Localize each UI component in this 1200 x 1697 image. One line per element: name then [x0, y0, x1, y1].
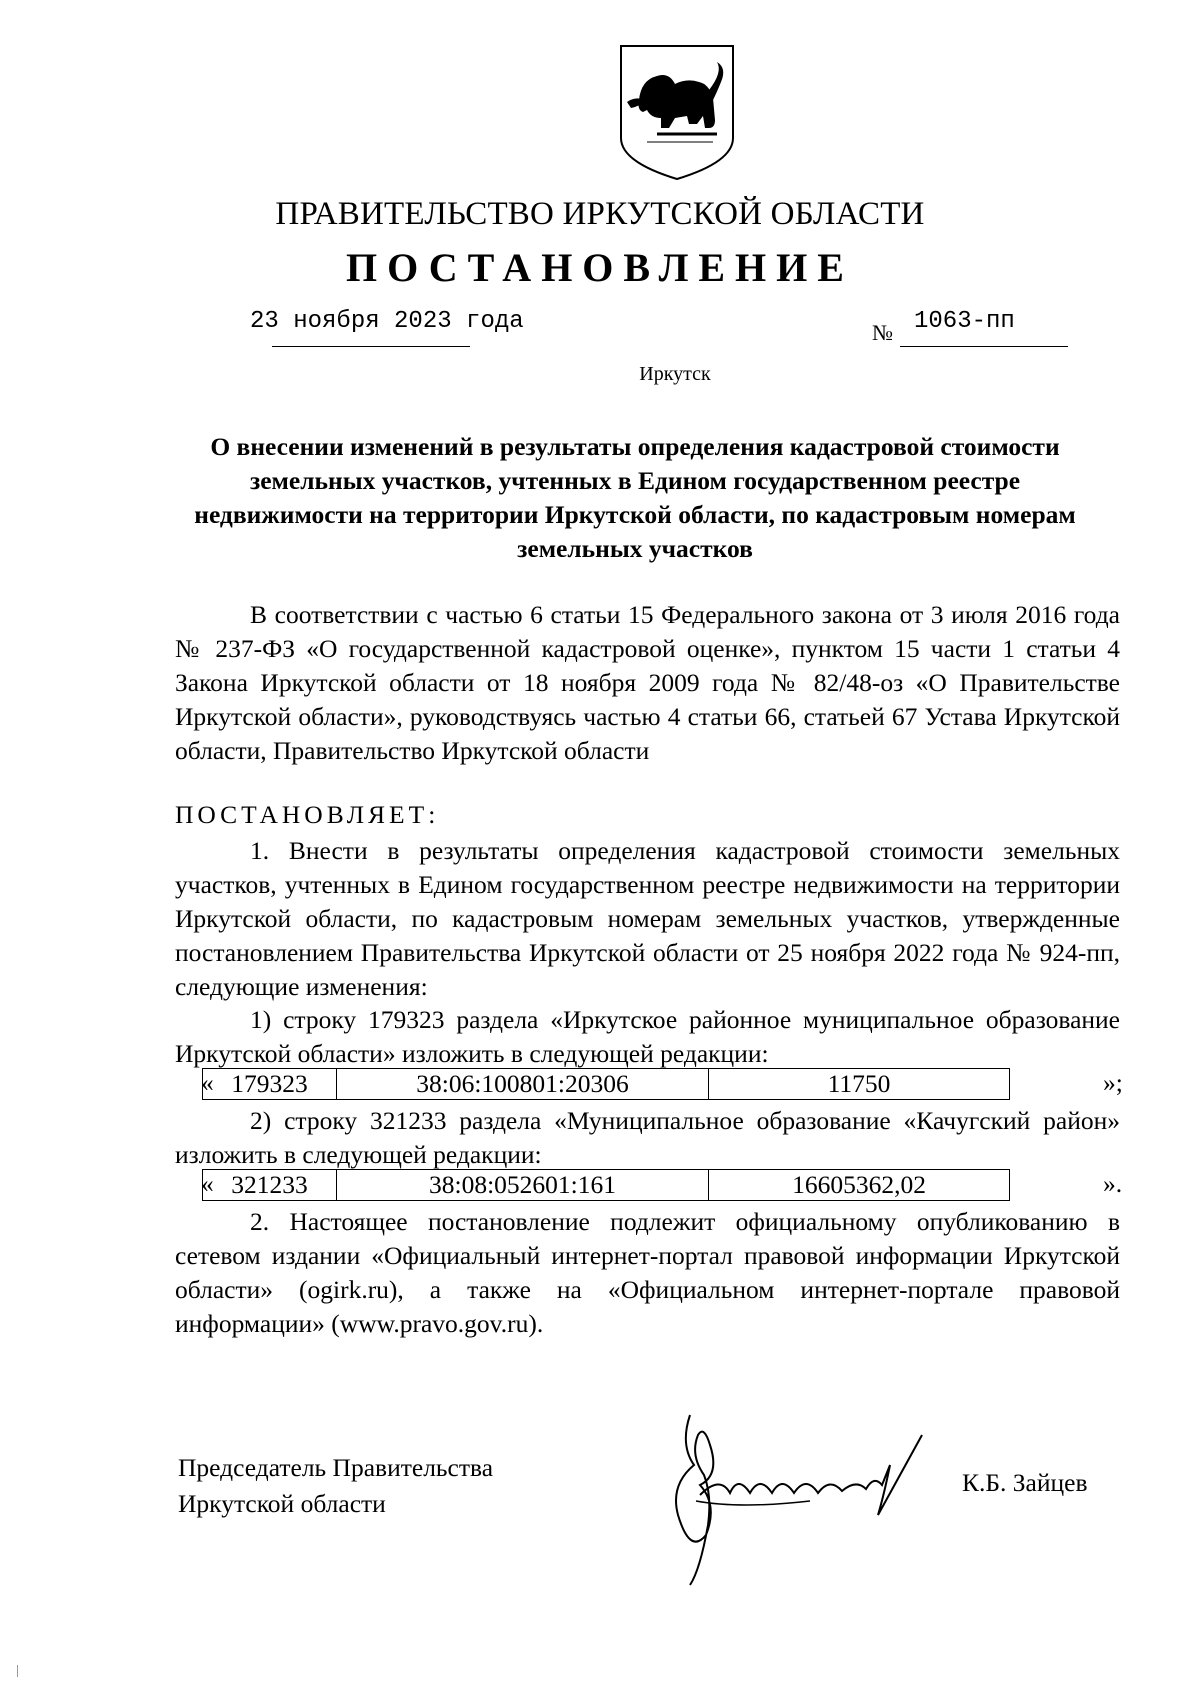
resolves-heading: ПОСТАНОВЛЯЕТ: — [175, 800, 440, 829]
change-table-1 — [202, 1068, 1010, 1100]
signer-position — [178, 1450, 493, 1522]
document-number: 1063-пп — [914, 308, 1015, 335]
handwritten-signature-icon — [660, 1405, 930, 1595]
document-type: ПОСТАНОВЛЕНИЕ — [346, 245, 854, 290]
number-underline — [900, 346, 1068, 347]
signer-position-line-1: Председатель Правительства — [178, 1453, 494, 1482]
cadastral-value-cell: 11750 — [709, 1069, 1010, 1100]
row-id-cell: 179323 — [203, 1069, 337, 1100]
margin-mark — [17, 1665, 18, 1677]
preamble-paragraph: В соответствии с частью 6 статьи 15 Федерального закона от 3 июля 2016 года № 237-ФЗ «О государственной кадастровой оценке», пунктом 15 части 1 статьи 4 Закона Иркутской области от 18 ноября 2009 года № 82/48-оз «О Правительстве Иркутской области», руководствуясь частью 4 статьи 66, статьей 67 Устава Иркутской области, Правительство Иркутской области — [175, 600, 1120, 765]
city: Иркутск — [639, 363, 711, 385]
signer-position-line-2: Иркутской области — [178, 1489, 386, 1518]
cadastral-number-cell: 38:06:100801:20306 — [337, 1069, 709, 1100]
subitem-2-paragraph: 2) строку 321233 раздела «Муниципальное образование «Качугский район» изложить в следующей редакции: — [175, 1106, 1120, 1169]
quote-close: »; — [1103, 1068, 1123, 1097]
cadastral-number-cell: 38:08:052601:161 — [337, 1170, 709, 1201]
government-name: ПРАВИТЕЛЬСТВО ИРКУТСКОЙ ОБЛАСТИ — [275, 196, 925, 232]
table-row — [203, 1170, 1010, 1201]
item-2-paragraph: 2. Настоящее постановление подлежит официальному опубликованию в сетевом издании «Официальный интернет-портал правовой информации Иркутской области» (ogirk.ru), а также на «Официальном интернет-портале правовой информации» (www.pravo.gov.ru). — [175, 1207, 1120, 1338]
item-1-paragraph: 1. Внести в результаты определения кадастровой стоимости земельных участков, учтенных в Едином государственном реестре недвижимости на территории Иркутской области, по кадастровым номерам земельных участков, утвержденные постановлением Правительства Иркутской области от 25 ноября 2022 года № 924-пп, следующие изменения: — [175, 836, 1120, 1001]
irkutsk-coat-of-arms-icon — [617, 42, 737, 182]
document-title: О внесении изменений в результаты определения кадастровой стоимости земельных участков, учтенных в Едином государственном реестре недвижимости на территории Иркутской области, по кадастровым номерам земельных участков — [194, 432, 1076, 563]
document-date: 23 ноября 2023 года — [250, 308, 524, 335]
number-sign: № — [872, 320, 893, 345]
row-id-cell: 321233 — [203, 1170, 337, 1201]
subitem-1-paragraph: 1) строку 179323 раздела «Иркутское районное муниципальное образование Иркутской области» изложить в следующей редакции: — [175, 1005, 1120, 1068]
quote-open: « — [201, 1068, 214, 1097]
table-row — [203, 1069, 1010, 1100]
signer-name: К.Б. Зайцев — [962, 1468, 1088, 1497]
cadastral-value-cell: 16605362,02 — [709, 1170, 1010, 1201]
change-table-2 — [202, 1169, 1010, 1201]
date-underline — [272, 346, 470, 347]
quote-open: « — [201, 1169, 214, 1198]
quote-close: ». — [1103, 1169, 1123, 1198]
